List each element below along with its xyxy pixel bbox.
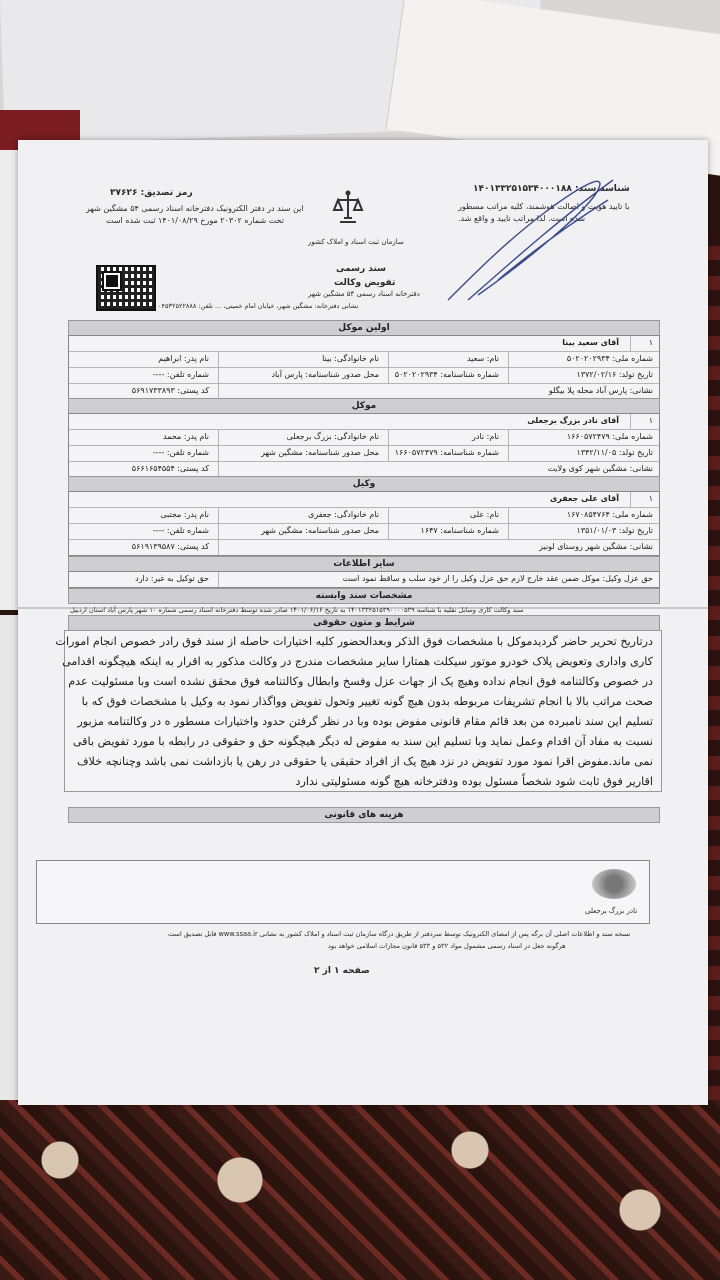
table-cell: محل صدور شناسنامه: مشگین شهر — [261, 526, 379, 535]
table-row — [69, 352, 659, 368]
verify-note: این سند در دفتر الکترونیک دفترخانه اسناد رسمی ۵۴ مشگین شهر — [86, 204, 304, 213]
table-cell: نام پدر: محمد — [163, 432, 209, 441]
table-cell: شماره تلفن: ---- — [152, 370, 209, 379]
terms-line: تسلیم این سند نامبرده من بعد قائم مقام قانونی مفوض بوده وبا در نظر گرفتن حدود واختیارات مسطور ه در وکالتنامه مزبور — [77, 715, 653, 728]
terms-line: کاری واداری وتعویض پلاک خودرو موتور سیکلت همتارا سایر مشخصات مندرج در وکالت مذکور به اقرار به اینکه هیچگونه اقدامی — [62, 655, 653, 668]
handwritten-signature-icon — [438, 160, 618, 310]
footer-note-2: هرگونه جعل در اسناد رسمی مشمول مواد ۵۳۲ و ۵۳۳ قانون مجازات اسلامی خواهد بود — [328, 942, 566, 950]
terms-line: نمی ماند.مفوض اقرا نمود مورد تفویض در نزد هیچ یک از افراد حقیقی یا حقوقی در رهن یا بازداشت نمی باشد وچنانچه خلاف — [76, 755, 653, 768]
table-row — [69, 336, 659, 352]
revocation-right: حق عزل وکیل: موکل ضمن عقد خارج لازم حق عزل وکیل را از خود سلب و ساقط نمود است — [342, 574, 653, 583]
delegation-right: حق توکیل به غیر: دارد — [135, 574, 209, 583]
terms-line: درتاریخ تحریر حاضر گردیدموکل با مشخصات فوق الذکر وبعدالحضور کلیه اختیارات حاصله از سند فوق رادر خصوص انجام امورات — [55, 635, 653, 648]
terms-line: نسبت به مفاد آن اقدام وعمل نماید وبا تسلیم این سند به مفوض له دیگر هیچگونه حق و حقوقی در رابطه با مورد تفویض باقی — [72, 735, 653, 748]
right-note-2: شده است. لذا مراتب تایید و واقع شد. — [458, 214, 586, 223]
table-row — [69, 384, 659, 399]
table-row — [69, 368, 659, 384]
table-cell: شماره ملی: ۵۰۲۰۲۰۲۹۳۴ — [566, 354, 653, 363]
terms-line: صحت مراتب بالا با انجام تشریفات مربوطه بدون هیچ گونه تغییر وتحول تفویض وواگذار نمود به وکیل با مشخصات فوق که با — [81, 695, 653, 708]
table-cell: نام خانوادگی: بزرگ برجعلی — [286, 432, 379, 441]
signature-box — [36, 860, 650, 924]
table-cell: محل صدور شناسنامه: پارس آباد — [271, 370, 379, 379]
table-cell: کد پستی: ۵۶۱۹۱۳۹۵۸۷ — [131, 542, 209, 551]
table-row — [69, 572, 659, 587]
table-cell: نام: نادر — [472, 432, 499, 441]
document-title: تفویض وکالت — [334, 278, 396, 288]
table-cell: شماره تلفن: ---- — [152, 448, 209, 457]
table-cell: کد پستی: ۵۶۹۱۷۳۳۸۹۳ — [131, 386, 209, 395]
table-row — [69, 508, 659, 524]
table-cell: نشانی: پارس آباد محله پلا بیگلو — [548, 386, 653, 395]
document-kind: سند رسمی — [336, 264, 387, 274]
row-index: ۱ — [648, 338, 653, 347]
terms-line: اقاریر فوق ثابت شود شخصاً مسئول بوده ودفترخانه هیچ گونه مسئولیتی ندارد — [295, 775, 653, 788]
table-row — [69, 430, 659, 446]
section-first-principal: اولین موکل — [68, 320, 660, 336]
party-name: آقای علی جعفری — [549, 494, 619, 503]
principal-table — [68, 413, 660, 478]
fingerprint-stamp-icon — [592, 869, 636, 899]
deed-document — [18, 140, 708, 1105]
right-note-1: با تایید هویت و اصالت هوشمند، کلیه مراتب مسطور — [458, 202, 630, 211]
table-cell: محل صدور شناسنامه: مشگین شهر — [261, 448, 379, 457]
agent-table — [68, 491, 660, 556]
table-cell: شماره ملی: ۱۶۷۰۸۵۴۷۶۴ — [566, 510, 653, 519]
footer-note-1: نسخه سند و اطلاعات اصلی آن برگه پس از امضای الکترونیک توسط سردفتر از طریق درگاه سازمان ثبت اسناد و املاک کشور به نشانی www.ssaa.ir قابل تصدیق است — [168, 930, 631, 938]
table-cell: نام: سعید — [466, 354, 499, 363]
table-cell: شماره ملی: ۱۶۶۰۵۷۲۴۷۹ — [566, 432, 653, 441]
office-address: نشانی دفترخانه: مشگین شهر، خیابان امام خمینی، ... تلفن: ۰۴۵۳۲۵۲۲۸۸۸ — [158, 302, 359, 310]
party-name: آقای سعید بینا — [562, 338, 619, 347]
section-agent: وکیل — [68, 476, 660, 492]
table-cell: شماره شناسنامه: ۱۶۶۰۵۷۲۴۷۹ — [394, 448, 499, 457]
table-cell: نام پدر: ابراهیم — [158, 354, 209, 363]
section-fees: هزینه های قانونی — [68, 807, 660, 823]
table-cell: نام خانوادگی: جعفری — [308, 510, 379, 519]
section-other-info: سایر اطلاعات — [68, 556, 660, 572]
section-principal: موکل — [68, 398, 660, 414]
table-row — [69, 492, 659, 508]
table-cell: تاریخ تولد: ۱۳۷۲/۰۲/۱۶ — [576, 370, 653, 379]
table-cell: نام خانوادگی: بینا — [322, 354, 379, 363]
table-cell: کد پستی: ۵۶۶۱۶۵۴۵۵۴ — [131, 464, 209, 473]
table-row — [69, 540, 659, 555]
row-index: ۱ — [648, 416, 653, 425]
table-cell: شماره شناسنامه: ۱۶۴۷ — [420, 526, 499, 535]
office-name: دفترخانه اسناد رسمی ۵۴ مشگین شهر — [308, 290, 420, 298]
emblem-icon — [328, 188, 368, 236]
document-id: شناسه سند: ۱۴۰۱۳۳۲۵۱۵۳۴۰۰۰۱۸۸ — [473, 184, 630, 194]
table-cell: نشانی: مشگین شهر روستای لونیز — [539, 542, 653, 551]
table-cell: تاریخ تولد: ۱۳۴۲/۱۱/۰۵ — [576, 448, 653, 457]
table-cell: شماره تلفن: ---- — [152, 526, 209, 535]
signer-name: نادر بزرگ برجعلی — [585, 907, 638, 915]
first-principal-table — [68, 335, 660, 400]
party-name: آقای نادر بزرگ برجعلی — [527, 416, 619, 425]
table-cell: نشانی: مشگین شهر کوی ولایت — [547, 464, 653, 473]
table-row — [69, 524, 659, 540]
table-row — [69, 462, 659, 477]
table-cell: تاریخ تولد: ۱۳۵۱/۰۱/۰۳ — [576, 526, 653, 535]
terms-text-block — [55, 630, 662, 792]
related-doc-text: سند وکالت کاری وسایل نقلیه با شناسه ۱۴۰۱۳۳۲۵۱۵۳۹۰۰۰۰۵۳۹ به تاریخ ۱۴۰۱/۰۶/۱۶ صادر شده توسط دفترخانه اسناد رسمی شماره ۱۰ شهر پارس آباد استان اردبیل — [70, 606, 524, 614]
section-related-docs: مشخصات سند وابسته — [68, 588, 660, 604]
table-cell: نام پدر: مجتبی — [160, 510, 209, 519]
terms-line: در خصوص وکالتنامه فوق انجام نداده وهیچ یک از جهات عزل وفسخ وابطال وکالتنامه فوق محقق نشده است وبا مسئولیت عدم — [68, 675, 653, 688]
verify-code: رمز تصدیق: ۳۷۶۲۶ — [110, 188, 193, 198]
qr-code — [96, 265, 156, 311]
table-row — [69, 414, 659, 430]
section-terms: شرایط و متون حقوقی — [68, 615, 660, 631]
background-carpet — [0, 1100, 720, 1280]
verify-note-2: تحت شماره ۲۰۳۰۲ مورخ ۱۴۰۱/۰۸/۲۹ ثبت شده است — [106, 216, 284, 225]
table-cell: شماره شناسنامه: ۵۰۲۰۲۰۲۹۳۴ — [394, 370, 499, 379]
table-row — [69, 446, 659, 462]
table-cell: نام: علی — [470, 510, 499, 519]
row-index: ۱ — [648, 494, 653, 503]
other-info-table — [68, 571, 660, 588]
org-name: سازمان ثبت اسناد و املاک کشور — [308, 238, 404, 246]
page-number: صفحه ۱ از ۲ — [314, 966, 370, 976]
